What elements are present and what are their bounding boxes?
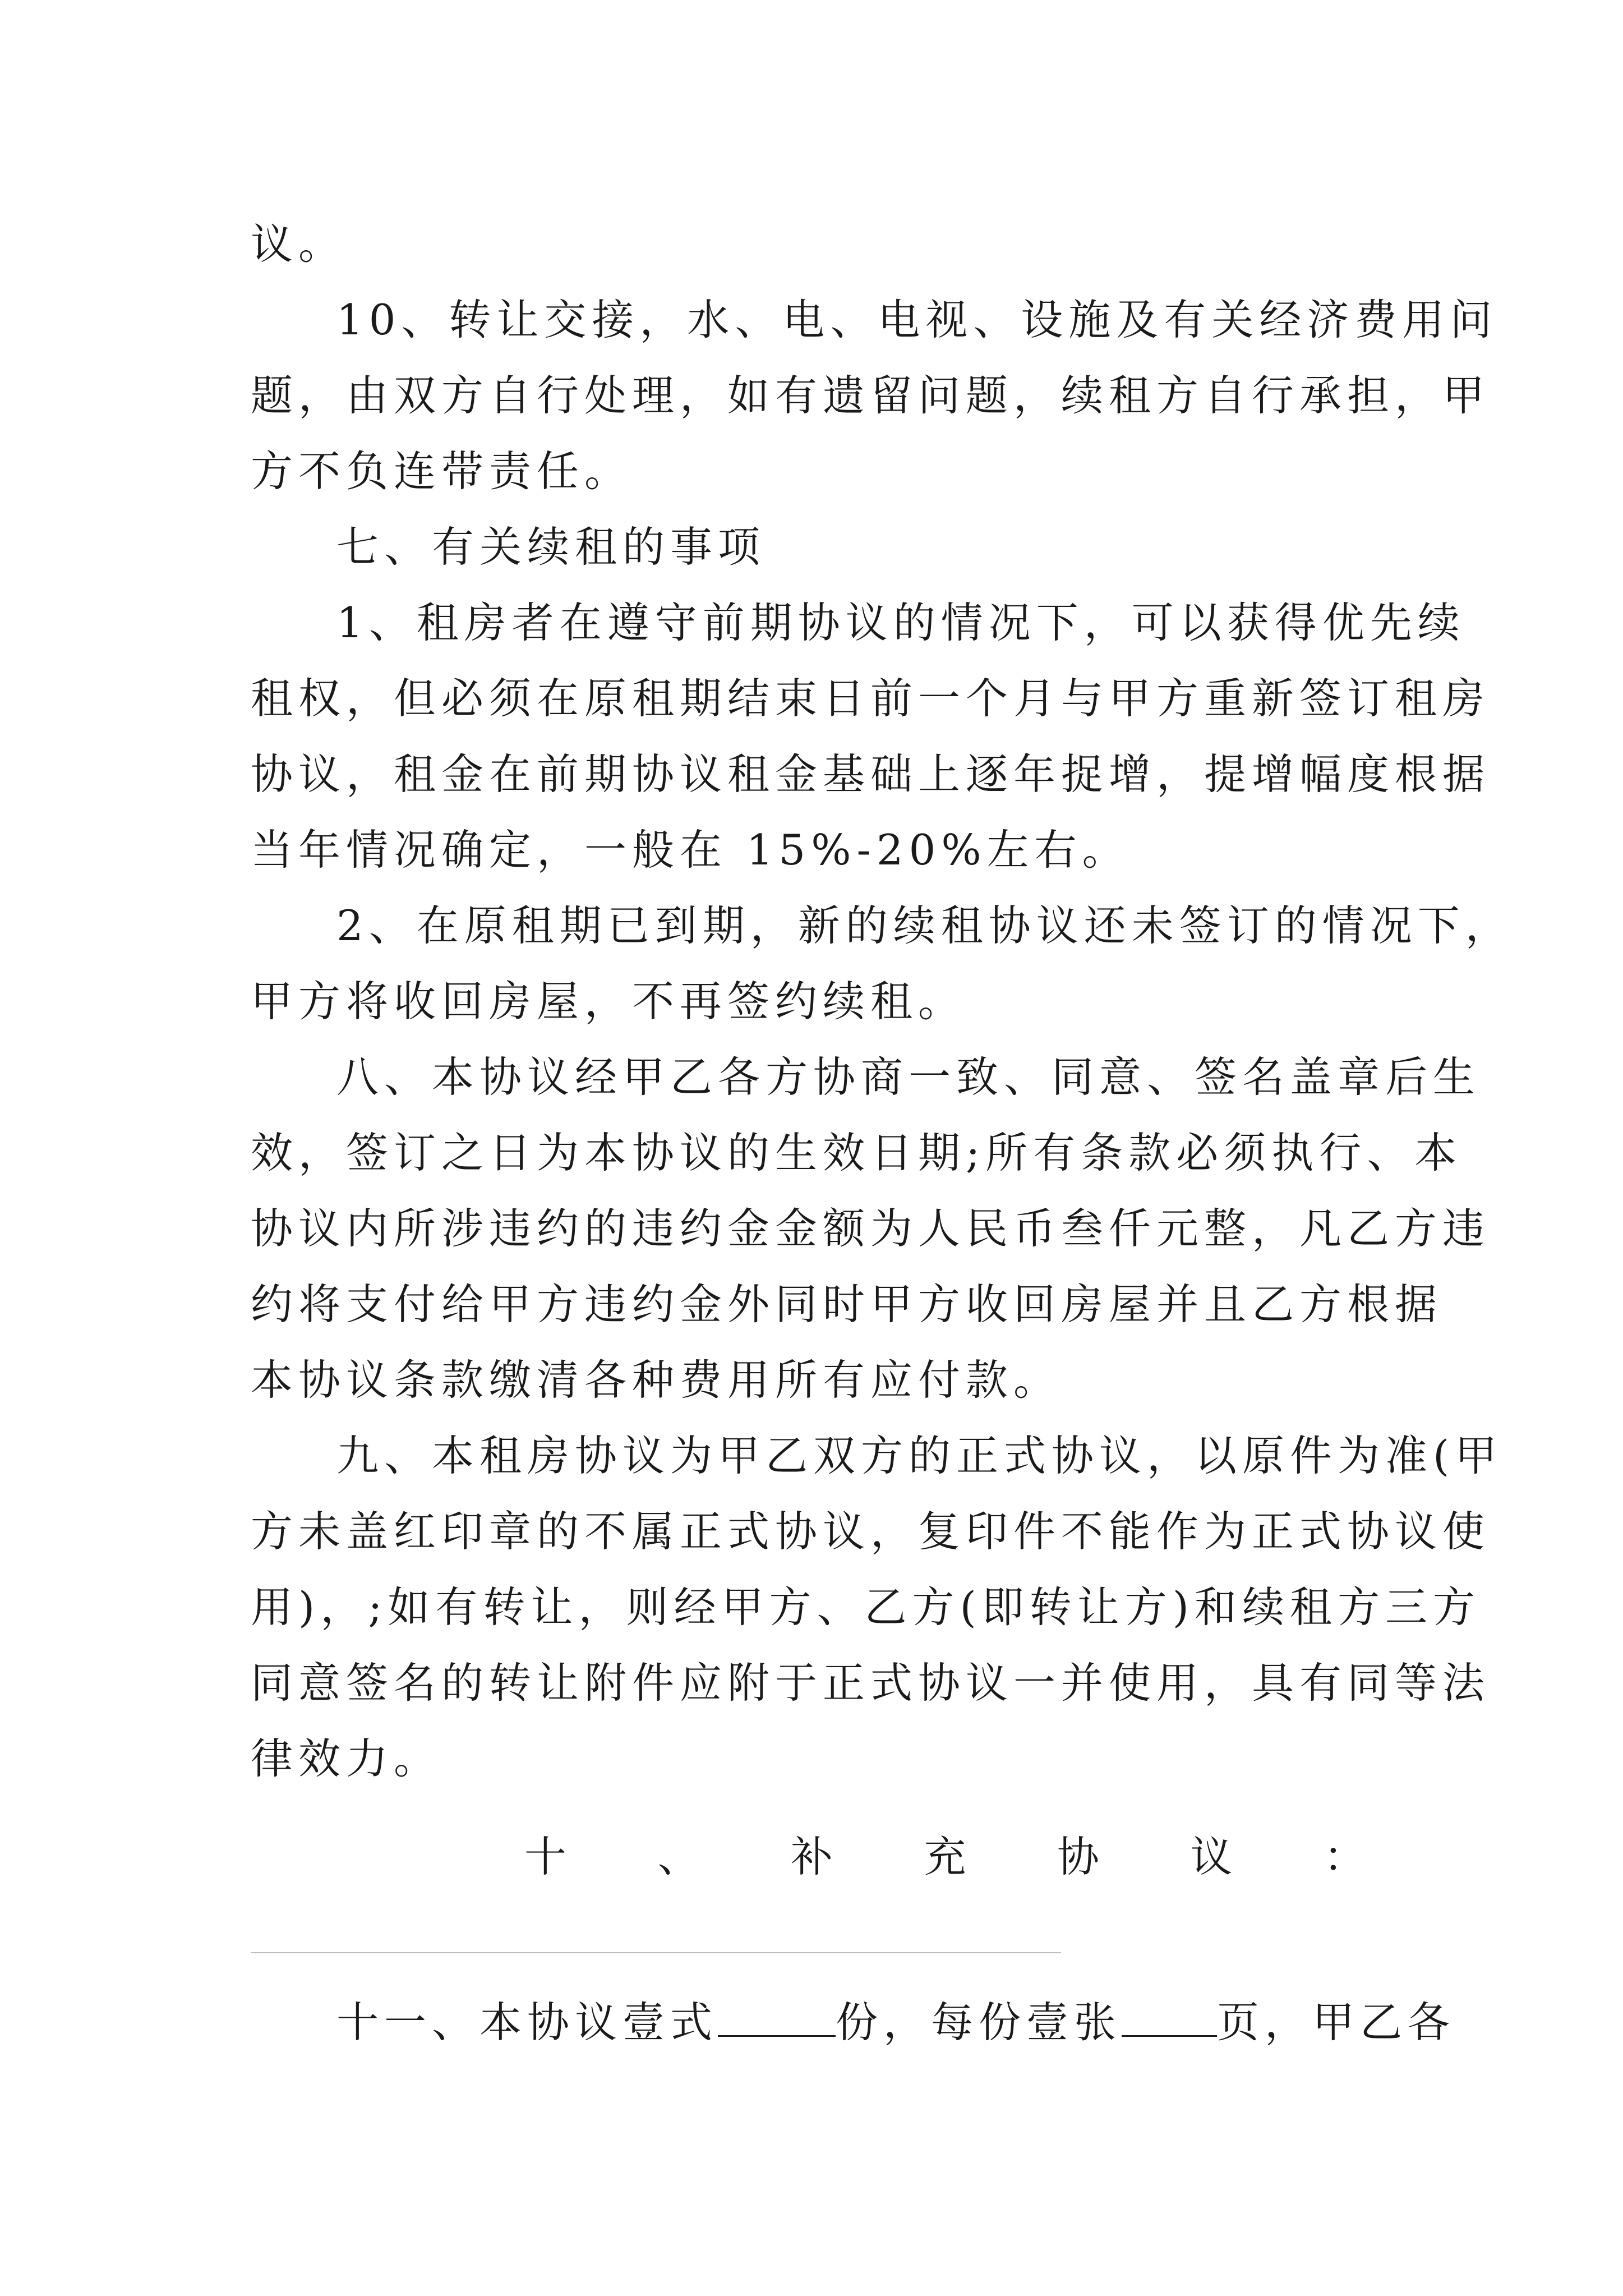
section-9-line-3: 用)，;如有转让，则经甲方、乙方(即转让方)和续租方三方 [251, 1582, 1481, 1632]
section-11-line-1 [336, 1989, 1456, 2056]
paragraph-renewal-2-line-2: 甲方将收回房屋，不再签约续租。 [251, 977, 966, 1026]
section-9-line-4: 同意签名的转让附件应附于正式协议一并使用，具有同等法 [251, 1658, 1491, 1708]
section-8-line-2: 效，签订之日为本协议的生效日期;所有条款必须执行、本 [251, 1128, 1463, 1177]
section-9-line-5: 律效力。 [251, 1734, 442, 1783]
paragraph-10-line-3: 方不负连带责任。 [251, 447, 633, 496]
paragraph-renewal-1-line-2: 租权，但必须在原租期结束日前一个月与甲方重新签订租房 [251, 674, 1491, 723]
text-line: 议。 [251, 219, 347, 269]
paragraph-renewal-1-line-4: 当年情况确定，一般在 15%-20%左右。 [251, 825, 1130, 875]
paragraph-10-line-2: 题，由双方自行处理，如有遗留问题，续租方自行承担，甲 [251, 371, 1491, 420]
section-11-text-3: 页，甲乙各 [1217, 1998, 1456, 2047]
paragraph-renewal-1-line-3: 协议，租金在前期协议租金基础上逐年捉增，提增幅度根据 [251, 749, 1491, 799]
section-9-line-2: 方未盖红印章的不属正式协议，复印件不能作为正式协议使 [251, 1507, 1491, 1556]
section-10-heading: 十、补充协议： [524, 1832, 1371, 1881]
paragraph-renewal-2-line-1: 2、在原租期已到期，新的续租协议还未签订的情况下， [336, 901, 1513, 950]
pages-blank [1122, 1996, 1217, 2037]
section-11-text-2: 份，每份壹张 [836, 1998, 1122, 2047]
section-11-text-1: 十一、本协议壹式 [336, 1998, 718, 2047]
paragraph-10-line-1: 10、转让交接，水、电、电视、设施及有关经济费用问 [336, 295, 1498, 344]
section-9-line-1: 九、本租房协议为甲乙双方的正式协议，以原件为准(甲 [336, 1431, 1503, 1480]
section-8-line-5: 本协议条款缴清各种费用所有应付款。 [251, 1355, 1062, 1405]
paragraph-renewal-1-line-1: 1、租房者在遵守前期协议的情况下，可以获得优先续 [336, 598, 1465, 647]
copies-blank [718, 1996, 836, 2037]
supplement-rule [251, 1952, 1061, 1953]
section-8-line-3: 协议内所涉违约的违约金金额为人民币叁仟元整，凡乙方违 [251, 1204, 1491, 1253]
section-8-line-1: 八、本协议经甲乙各方协商一致、同意、签名盖章后生 [336, 1052, 1481, 1102]
section-8-line-4: 约将支付给甲方违约金外同时甲方收回房屋并且乙方根据 [251, 1280, 1443, 1329]
section-heading-renewal: 七、有关续租的事项 [336, 522, 766, 572]
